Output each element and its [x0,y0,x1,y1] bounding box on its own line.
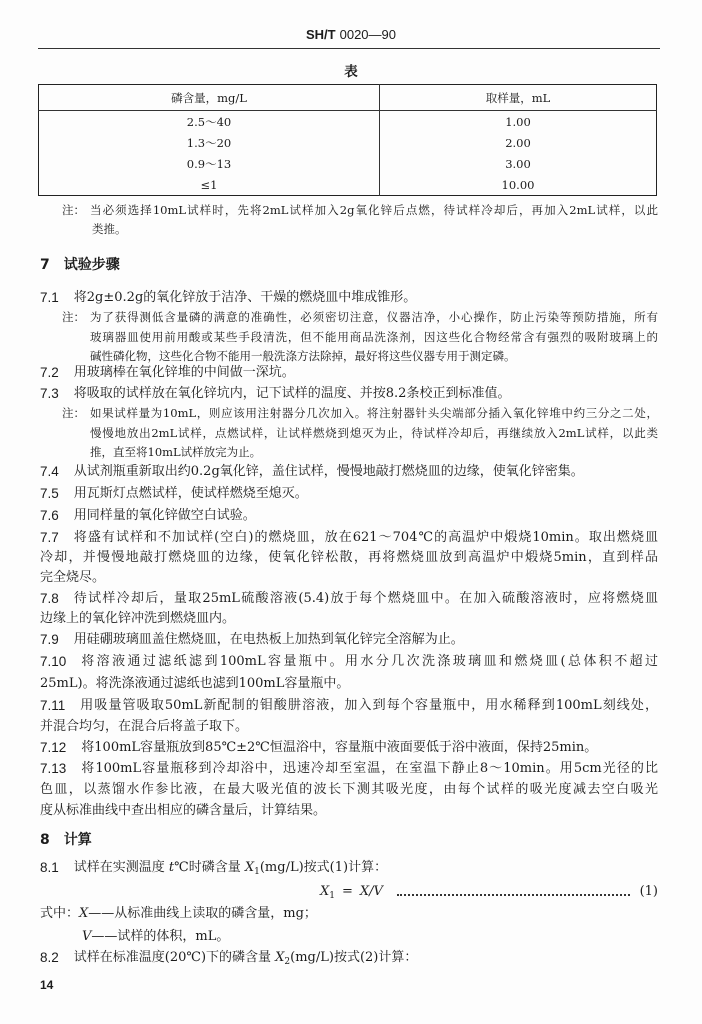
where-definition: ——试样的体积，mL。 [91,929,230,944]
standard-code-number: 0020—90 [339,27,396,42]
clause-number: 7.7 [40,530,59,545]
clause-7-2 [40,364,658,382]
clause-number: 7.6 [40,508,59,523]
note-text: 如果试样量为10mL，则应该用注射器分几次加入。将注射器针头尖端部分插入氧化锌堆中约三分之二处， [90,406,658,420]
clause-text: 用硅硼玻璃皿盖住燃烧皿，在电热板上加热到氧化锌完全溶解为止。 [73,632,464,647]
table-cell: 3.00 [505,156,531,171]
clause-text: 25mL)。将洗涤液通过滤纸也滤到100mL容量瓶中。 [40,676,350,691]
clause-7-9 [40,631,658,649]
table-cell: ≤1 [39,174,380,196]
where-label: 式中： [40,906,80,921]
standard-code-header [0,26,702,44]
note-text: 推，直至将10mL试样放完为止。 [90,445,262,459]
clause-8-1 [40,859,658,877]
where-x-line [40,905,658,923]
clause-text: 将吸取的试样放在氧化锌坑内，记下试样的温度、并按8.2条校正到标准值。 [73,386,511,401]
table-cell: 1.00 [505,114,531,129]
standard-code-prefix: SH/T [305,27,336,42]
page-number: 14 [40,978,54,992]
text-segment: 试样在实测温度 [73,860,169,875]
clause-7-6 [40,507,658,525]
clause-number: 7.8 [40,591,59,606]
clause-8-2 [40,949,658,967]
section-heading-8 [40,830,92,850]
clause-text: 从试剂瓶重新取出约0.2g氧化锌，盖住试样，慢慢地敲打燃烧皿的边缘，使氧化锌密集。 [73,464,584,479]
note-label: 注： [62,203,85,217]
table-row [39,174,657,196]
clause-7-13 [40,760,658,778]
note-text: 当必须选择10mL试样时，先将2mL试样加入2g氧化锌后点燃，待试样冷却后，再加入2mL试样，以此 [90,203,658,217]
table-cell: 0.9～13 [39,153,380,174]
table-head [39,85,657,111]
header-rule [38,48,660,49]
clause-text: 边缘上的氧化锌冲洗到燃烧皿内。 [40,611,236,626]
clause-text [74,859,658,877]
dotted-leader [397,894,630,896]
table-header-row [39,85,657,111]
clause-text [74,949,658,967]
clause-7-12 [40,739,658,757]
clause-text: 用同样量的氧化锌做空白试验。 [73,508,256,523]
clause-text: 用吸量管吸取50mL新配制的钼酸肼溶液，加入到每个容量瓶中，用水稀释到100mL刻线处， [80,698,658,713]
formula-lhs [320,883,335,901]
variable-t: t [168,860,175,875]
table-cell: 1.3～20 [39,132,380,153]
clause-text: 完全烧尽。 [40,570,106,585]
section-heading-7 [40,255,120,275]
clause-number: 7.13 [40,761,67,776]
table-body [39,111,657,196]
text-segment: 试样在标准温度(20℃)下的磷含量 [73,950,276,965]
clause-text: 待试样冷却后，量取25mL硫酸溶液(5.4)放于每个燃烧皿中。在加入硫酸溶液时，应将燃烧皿 [73,591,658,606]
clause-7-7 [40,529,658,547]
formula-number: (1) [639,884,658,899]
text-segment: ℃时磷含量 [174,860,245,875]
clause-number: 7.4 [40,464,59,479]
subscript: 1 [329,891,335,901]
clause-number: 8.2 [40,950,59,965]
clause-number: 7.5 [40,486,59,501]
subscript: 1 [254,867,260,877]
note-label: 注： [62,406,85,420]
column-header-phosphorus: 磷含量，mg/L [39,85,380,111]
clause-7-4 [40,463,658,481]
clause-number: 7.12 [40,740,67,755]
note-label: 注： [62,310,85,324]
table-cell: 2.5～40 [39,111,380,133]
table-title: 表 [344,64,358,80]
section-number: 8 [40,832,50,848]
note-text: 慢慢地放出2mL试样，点燃试样，让试样燃烧到熄灭为止，待试样冷却后，再继续放入2mL试样，以此类 [90,426,658,440]
clause-7-3-note [62,404,658,422]
clause-text: 用玻璃棒在氧化锌堆的中间做一深坑。 [73,365,295,380]
table-note [62,201,658,219]
clause-text: 将100mL容量瓶移到冷却浴中，迅速冷却至室温，在室温下静止8～10min。用5cm光径的比 [81,761,658,776]
clause-text: 将溶液通过滤纸滤到100mL容量瓶中。用水分几次洗涤玻璃皿和燃烧皿(总体积不超过 [81,654,658,669]
table-row [39,153,657,174]
clause-7-3 [40,385,658,403]
note-text: 玻璃器皿使用前用酸或某些手段清洗，但不能用商品洗涤剂，因这些化合物经常含有强烈的吸附玻璃上的 [90,330,658,344]
variable-x: X [320,884,330,899]
subscript: 2 [284,957,291,967]
clause-number: 7.1 [40,290,59,305]
section-title: 计算 [63,832,92,848]
clause-7-5 [40,485,658,503]
sample-volume-table [38,84,657,196]
clause-text: 并混合均匀，在混合后将盖子取下。 [40,719,249,734]
clause-number: 7.3 [40,386,59,401]
text-segment: (mg/L)按式(1)计算： [259,860,388,875]
column-header-sample-volume: 取样量，mL [380,85,657,111]
clause-number: 8.1 [40,860,59,875]
clause-number: 7.9 [40,632,59,647]
table-row [39,132,657,153]
clause-text: 将盛有试样和不加试样(空白)的燃烧皿，放在621～704℃的高温炉中煅烧10min。取出燃烧皿 [73,530,658,545]
clause-number: 7.2 [40,365,59,380]
text-segment: (mg/L)按式(2)计算： [290,950,418,965]
clause-7-1-note [62,308,658,326]
clause-text: 将100mL容量瓶放到85℃±2℃恒温浴中，容量瓶中液面要低于浴中液面，保持25min。 [81,740,598,755]
where-symbol: V [82,929,92,944]
table-row [39,111,657,133]
variable-x: X [244,860,255,875]
variable-x: X [275,950,285,965]
note-text: 类推。 [92,222,127,236]
clause-7-8 [40,590,658,608]
clause-7-11 [40,697,658,715]
section-title: 试验步骤 [63,257,120,273]
equals-sign: = [342,884,353,899]
clause-7-10 [40,653,658,671]
clause-number: 7.10 [40,654,67,669]
note-text: 碱性磷化物，这些化合物不能用一般洗涤方法除掉，最好将这些仪器专用于测定磷。 [90,349,516,363]
formula-rhs: X/V [359,884,383,899]
note-text: 为了获得测低含量磷的满意的准确性，必须密切注意，仪器洁净，小心操作，防止污染等预防措施，所有 [90,310,658,324]
clause-text: 冷却，并慢慢地敲打燃烧皿的边缘，使氧化锌松散，再将燃烧皿放到高温炉中煅烧5min，直到样品 [40,550,658,565]
formula-1 [320,883,658,901]
where-definition: ——从标准曲线上读取的磷含量，mg； [88,906,317,921]
where-symbol: X [79,906,89,921]
where-v-line [82,928,658,946]
table-cell: 10.00 [501,177,535,192]
clause-text: 度从标准曲线中查出相应的磷含量后，计算结果。 [40,803,327,818]
section-number: 7 [40,257,50,273]
clause-number: 7.11 [40,698,66,713]
clause-7-1 [40,289,658,307]
table-cell: 2.00 [505,135,531,150]
clause-text: 将2g±0.2g的氧化锌放于洁净、干燥的燃烧皿中堆成锥形。 [73,290,417,305]
clause-text: 色皿，以蒸馏水作参比液，在最大吸光值的波长下测其吸光度，由每个试样的吸光度减去空白吸光 [40,782,658,797]
clause-text: 用瓦斯灯点燃试样，使试样燃烧至熄灭。 [73,486,308,501]
